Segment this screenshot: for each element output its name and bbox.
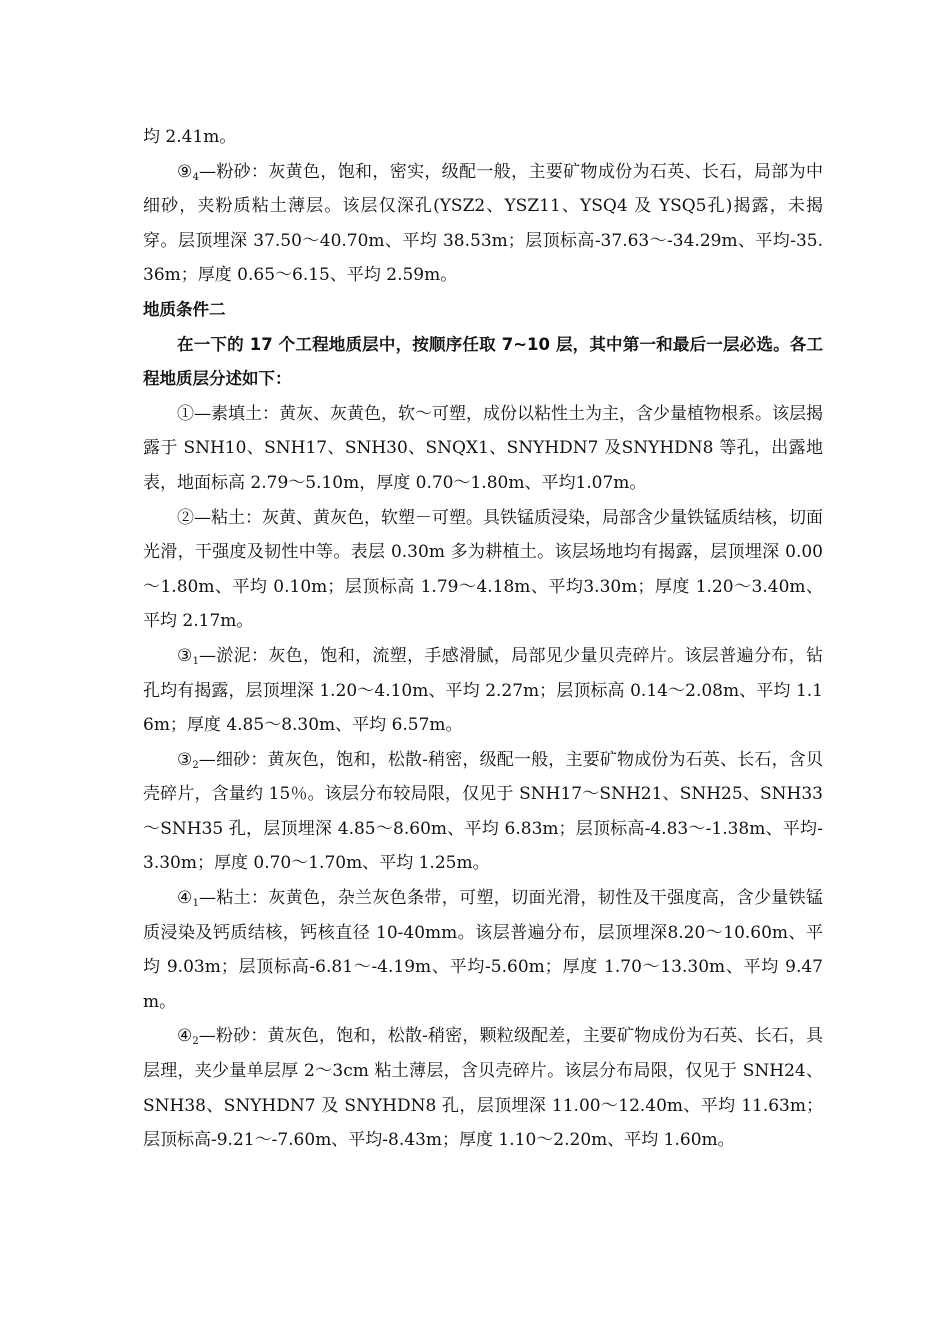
paragraph-layer-3-2 — [143, 743, 823, 881]
section-intro: 在一下的 17 个工程地质层中，按顺序任取 7~10 层，其中第一和最后一层必选。各工程地质层分述如下： — [143, 334, 823, 389]
layer-description: —粘土：灰黄色，杂兰灰色条带，可塑，切面光滑，韧性及干强度高，含少量铁锰质浸染及钙质结核，钙核直径 10-40mm。该层普遍分布，层顶埋深8.20～10.60m、平均 9.03m；层顶标高-6.81～-4.19m、平均-5.60m；厚度 1.70～13.30m、平均 9.47m。 — [143, 888, 823, 1012]
layer-label: ④ — [177, 1026, 193, 1047]
section-heading: 地质条件二 — [143, 299, 226, 319]
layer-label: ① — [177, 403, 194, 424]
layer-label: ③ — [177, 645, 193, 666]
layer-label: ④ — [177, 888, 193, 909]
paragraph-layer-9-4 — [143, 155, 823, 293]
layer-description: —淤泥：灰色，饱和，流塑，手感滑腻，局部见少量贝壳碎片。该层普遍分布，钻孔均有揭露，层顶埋深 1.20～4.10m、平均 2.27m；层顶标高 0.14～2.08m、平均 1.16m；厚度 4.85～8.30m、平均 6.57m。 — [143, 645, 823, 736]
paragraph-layer-3-1 — [143, 639, 823, 743]
document-page — [143, 120, 823, 1158]
layer-description: —粉砂：黄灰色，饱和，松散-稍密，颗粒级配差，主要矿物成份为石英、长石，具层理，夹少量单层厚 2～3cm 粘土薄层，含贝壳碎片。该层分布局限，仅见于 SNH24、SNH38、SNYHDN7 及 SNYHDN8 孔，层顶埋深 11.00～12.40m、平均 11.63m；层顶标高-9.21～-7.60m、平均-8.43m；厚度 1.10～2.20m、平均 1.60m。 — [143, 1026, 823, 1151]
layer-description: —粉砂：灰黄色，饱和，密实，级配一般，主要矿物成份为石英、长石，局部为中细砂，夹粉质粘土薄层。该层仅深孔(YSZ2、YSZ11、YSQ4 及 YSQ5孔)揭露，未揭穿。层顶埋深 37.50～40.70m、平均 38.53m；层顶标高-37.63～-34.29m、平均-35.36m；厚度 0.65～6.15、平均 2.59m。 — [143, 161, 823, 286]
layer-description: —素填土：黄灰、灰黄色，软～可塑，成份以粘性土为主，含少量植物根系。该层揭露于 SNH10、SNH17、SNH30、SNQX1、SNYHDN7 及SNYHDN8 等孔，出露地表，地面标高 2.79～5.10m，厚度 0.70～1.80m、平均1.07m。 — [143, 403, 823, 493]
paragraph-layer-4-2 — [143, 1019, 823, 1157]
layer-description: —细砂：黄灰色，饱和，松散-稍密，级配一般，主要矿物成份为石英、长石，含贝壳碎片，含量约 15％。该层分布较局限，仅见于 SNH17～SNH21、SNH25、SNH33～SNH35 孔，层顶埋深 4.85～8.60m、平均 6.83m；层顶标高-4.83～-1.38m、平均-3.30m；厚度 0.70～1.70m、平均 1.25m。 — [143, 749, 823, 874]
paragraph-layer-1 — [143, 397, 823, 501]
layer-label: ⑨ — [177, 161, 193, 182]
layer-label: ② — [177, 507, 194, 528]
layer-sub-index: 4 — [192, 171, 199, 183]
layer-sub-index: 2 — [192, 1036, 199, 1048]
layer-sub-index: 2 — [192, 759, 199, 771]
layer-label: ③ — [177, 749, 193, 770]
layer-sub-index: 1 — [192, 655, 199, 667]
layer-sub-index: 1 — [192, 898, 199, 910]
paragraph-continuation: 均 2.41m。 — [143, 127, 237, 147]
paragraph-layer-2 — [143, 501, 823, 639]
layer-description: —粘土：灰黄、黄灰色，软塑－可塑。具铁锰质浸染，局部含少量铁锰质结核，切面光滑，干强度及韧性中等。表层 0.30m 多为耕植土。该层场地均有揭露，层顶埋深 0.00～1.80m、平均 0.10m；层顶标高 1.79～4.18m、平均3.30m；厚度 1.20～3.40m、平均 2.17m。 — [143, 507, 823, 632]
paragraph-layer-4-1 — [143, 881, 823, 1019]
